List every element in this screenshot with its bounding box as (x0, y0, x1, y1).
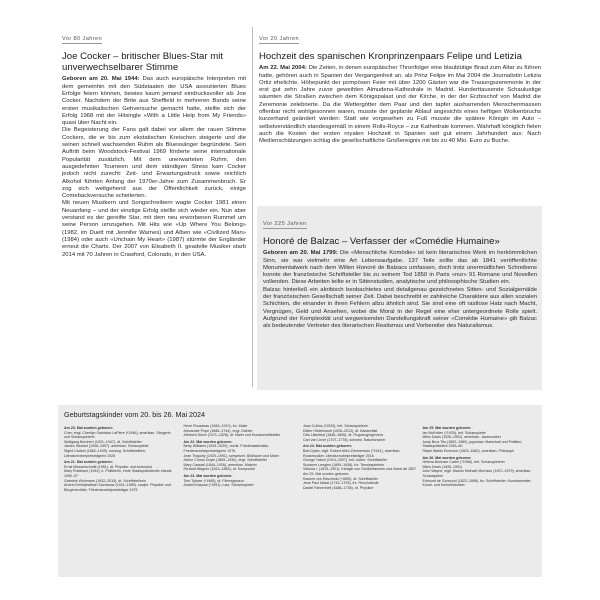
birthday-entry: Carl von Linné (1707–1778), schwed. Naturforscher (303, 437, 386, 442)
birthday-entry: Andrei Dmitrijewitsch Sacharow (1921–1989), sowjet. Physiker und Bürgerrechtler, Friedensnobelpreisträger 1975 (64, 483, 171, 492)
birthday-day-heading: Am 20. Mai wurden geboren: (64, 426, 113, 430)
birthday-entry: Joan Collins (*1933), brit. Schauspielerin (303, 424, 368, 428)
article-title: Joe Cocker – britischer Blues-Star mit unverwechselbarer Stimme (62, 51, 224, 74)
lead-date: Geboren am 20. Mai 1799: (263, 250, 338, 257)
birthdays-title: Geburtstagskinder vom 20. bis 26. Mai 2024 (64, 410, 206, 419)
birthday-entry: Bob Dylan, eigtl. Robert Allen Zimmerman (*1941), amerikan. Rockmusiker, Literaturnobelpreisträger 2016 (303, 448, 401, 458)
lead-date: Am 22. Mai 2004: (259, 65, 307, 72)
birthdays-column (184, 424, 298, 492)
birthday-entry: Mary Robinson (1944), ir. Politikerin, erste Staatspräsidentin Irlands 1990–97 (64, 469, 172, 478)
birthday-entry: Arthur Conan Doyle (1859–1930), engl. Schriftsteller (183, 458, 268, 463)
birthday-day-heading: Am 24. Mai wurden geboren: (303, 444, 352, 449)
birthday-day-heading: Am 26. Mai wurden geboren: (422, 455, 472, 460)
birthday-entry: Richard Wagner (1813–1883), dt. Komponist (183, 467, 255, 472)
birthday-entry: Cher, engl. Cherilyn Sarkisian LaPiere (*1946), amerikan. Sängerin und Schauspielerin (64, 430, 171, 440)
birthday-entry: John Wayne, eigtl. Marion Michael Morrison (1907–1979), amerikan. Schauspieler (422, 469, 532, 478)
birthdays-section (64, 410, 536, 492)
birthday-entry: Wolfgang Borchert (1921–1947), dt. Schriftsteller (64, 439, 142, 444)
paragraph: Die Begeisterung der Fans galt dabei vor allem der rauen Stimme Cockers, die er bis zum ekstatischen Kreischen steigerte und die seinen schnell wachsenden Ruhm als Bluessänger begründete. Sein Auftritt beim Woodstock-Festival 1969 förderte seine internationale Popularität zusätzlich. Mit dem unerwarteten Ruhm, den ausgedehnten Tourneen und dem ständigen Stress kam Cocker jedoch nicht zurecht: Zeit- und Erwartungsdruck sowie reichlich Alkohol führten Anfang der 1970er-Jahre zum Zusammenbruch. Er zog sich weitgehend aus der Öffentlichkeit zurück, einige Comebackversuche scheiterten. (62, 127, 246, 200)
article-kicker: Vor 225 Jahren (263, 221, 307, 227)
article-title: Hochzeit des spanischen Kronprinzenpaars Felipe und Letizia (259, 51, 522, 62)
birthdays-column (64, 424, 178, 492)
birthday-entry: Kasimir von Edschmid (*1890), dt. Schriftsteller (303, 476, 379, 481)
birthday-day-heading: Am 23. Mai wurden geboren: (183, 473, 233, 478)
birthdays-column (423, 424, 537, 492)
birthday-entry: Alexander Pope (1688–1744), engl. Dichter (183, 428, 253, 433)
birthday-entry: George Tabori (1914–2007), brit.-österr. Schriftsteller (303, 458, 388, 463)
birthday-entry: Betty Williams (1943–2020), nordir. Friedensaktivistin, Friedensnobelpreisträgerin 1976 (183, 444, 270, 453)
birthday-entry: Josip Broz Tito (1892–1980), jugoslaw. Marschall und Politiker, Staatspräsident 1953–80 (422, 439, 523, 449)
birthday-day-heading: Am 22. Mai wurden geboren: (183, 439, 233, 444)
birthday-entry: Albrecht Dürer (1471–1528), dt. Maler und Kunstschriftsteller (183, 433, 281, 438)
birthday-entry: Henri Rousseau (1844–1910), frz. Maler (183, 424, 248, 428)
birthdays-column (303, 424, 417, 492)
birthday-entry: Mary Cassatt (1844–1926), amerikan. Malerin (183, 462, 257, 467)
birthday-entry: Suzanne Lenglen (1899–1938), frz. Tennisspielerin (303, 462, 385, 467)
paragraph: Geboren am 20. Mai 1799: Die «Menschliche Komödie» ist kein literarisches Werk im herkömmlichen Sinn, sie war vielmehr eine Art Lebensaufgabe. 137 Teile sollte das ab 1841 veröffentlichte Monumentalwerk nach dem Willen Honoré de Balzacs umfassen, doch trotz unermüdlichen Schreibens konnte der französische Schriftsteller bis zu seinem Tod 1850 in Paris «nur» 91 Romane und Novellen vollenden. Diese Arbeiten teilte er in Sittenstudien, analytische und philosophische Studien ein. (263, 250, 538, 286)
birthday-entry: Ernst Messerschmitt (1951), dt. Physiker und Astronaut (64, 464, 152, 469)
birthday-entry: Am 25. Mai wurden geboren: (303, 471, 350, 476)
article-balzac (263, 212, 537, 330)
birthday-entry: Anatoli Karpow (*1951), russ. Schachspieler (183, 483, 254, 488)
birthday-entry: Viktoria I. (1819–1901), Königin von Großbritannien und Irland ab 1837 (303, 467, 417, 472)
birthday-entry: Ian McKellen (*1939), brit. Schauspieler (422, 430, 486, 435)
paragraph: Am 22. Mai 2004: Die Zeiten, in denen europäischer Thronfolger eine blaublütige Braut zum Altar zu führen hatte, gehören auch in Spanien der Vergangenheit an, als Prinz Felipe im Mai 2004 die Journalistin Letizia Ortiz ehelichte. Höhepunkt der pompösen Feier mit über 1200 Gästen war die Trauungszeremonie in der erst gut zehn Jahre zuvor geweihten Almudena-Kathedrale in Madrid. Hunderttausende Schaulustige säumten die Straßen zwischen dem Königspalast und der Kirche, in der der Erzbischof von Madrid die Zeremonie zelebrierte. Da die Wettergötter dem Paar und den tapfer ausharrenden Menschenmassen offenbar nicht wohlgesonnen waren, musste der geplante Ablauf angesichts eines heftigen Wolkenbruchs kurzerhand geändert werden: Statt wie vorgesehen zu Fuß musste die spätere Königin im Auto – selbstverständlich standesgemäß in einem Rolls-Royce – zur Kathedrale kommen. Wahrhaft königlich fielen auch die Kosten der ersten royalen Hochzeit in Spanien seit gut einem Jahrhundert aus: Nach Medienschätzungen schlug die gesellschaftliche Großereignis mit bis zu 40 Mio. Euro zu Buche. (259, 65, 542, 145)
birthday-entry: Didier Hildebrandt (1926–2013), dt. Kabarettist (303, 428, 378, 433)
birthday-entry: Helena Bonham Carter (*1966), brit. Schauspielerin (422, 460, 505, 465)
article-joe-cocker (62, 27, 246, 259)
birthday-entry: Otto Lilienthal (1848–1896), dt. Flugzeugingenieur (303, 433, 383, 438)
birthday-day-heading: Am 21. Mai wurden geboren: (64, 460, 113, 465)
article-kicker: Vor 80 Jahren (62, 36, 103, 42)
birthday-day-heading: Am 25. Mai wurden geboren: (422, 426, 472, 430)
birthday-entry: Jean Paul Marat (1743–1793), frz. Revolutionär (303, 481, 379, 486)
birthday-entry: James Stewart (1908–1997), amerikan. Schauspieler (64, 444, 149, 449)
birthday-entry: Sigrid Undset (1882–1949), norweg. Schriftstellerin, Literaturnobelpreisträgerin 1928 (64, 448, 147, 458)
article-royal-wedding (259, 27, 541, 145)
lead-date: Geboren am 20. Mai 1944: (62, 76, 140, 83)
birthday-entry: Miles Davis (1926–1991) (422, 464, 463, 469)
paragraph: Balzac hinterließ ein akribisch beobachtetes und detailgenau gezeichnetes Sitten- und Sozialgemälde der französischen Gesellschaft seiner Zeit. Dabei beschreibt er zahlreiche Charaktere aus allen sozialen Schichten, die einander in ihren Fehlern allzu ähnlich sind. Sie sind eine oft rastlose Hatz nach Macht, Vergnügen, Geld und Ansehen, wobei die Moral in der Regel eine eher untergeordnete Rolle spielt. Aufgrund der Komplexität und wegweisenden Darstellungskraft seiner «Comédie Humaine» gilt Balzac als bedeutender Vertreter des literarischen Realismus und Vorbereiter des Naturalismus. (263, 286, 537, 330)
article-kicker: Vor 20 Jahren (259, 36, 300, 42)
paragraph: Geboren am 20. Mai 1944: Das auch europäische Interpreten mit dem gemeinhin mit den Südstaaten der USA assoziierten Blues Erfolge feiern können, bewies kaum jemand eindrucksvoller als Joe Cocker. Nachdem der Brite aus Sheffield in mehreren Bands seine ersten musikalischen Gehversuche gemacht hatte, stellte sich der Erfolg 1968 mit der Hitsingle «With a Little Help from My Friends» quasi über Nacht ein. (62, 76, 247, 127)
birthday-entry: Ralph Waldo Emerson (1803–1882), amerikan. Philosoph (422, 448, 515, 453)
article-body (263, 250, 537, 330)
article-title: Honoré de Balzac – Verfasser der «Comédie Humaine» (263, 236, 500, 247)
article-body (62, 76, 246, 258)
birthday-entry: Gabriele Wohmann (1932–2015), dt. Schriftstellerin (64, 478, 146, 483)
article-body (259, 65, 541, 145)
column-divider (252, 27, 253, 387)
birthday-entry: Edmond de Goncourt (1822–1896), frz. Schriftsteller, Kunstsammler, Kunst- und Kulturhistoriker (422, 478, 532, 488)
birthday-entry: Daniel Fahrenheit (1686–1736), dt. Physiker (303, 485, 374, 490)
paragraph: Mit neuen Musikern und Songschreibern wagte Cocker 1981 einen Neuanfang – und der einstige Erfolg stellte sich wieder ein. Nun aber verstand es der gereifte Star, mit dem neu erworbenen Rummel um seine Person umzugehen. Mit Hits wie «Up Where You Belong» (1982, im Duett mit Jennifer Warnes) und Alben wie «Civilized Man» (1984) oder auch «Unchain My Heart» (1987) stürmte der Engländer erneut die Charts. Der 2007 von Elisabeth II. geadelte Musiker starb 2014 mit 70 Jahren in Crawford, Colorado, in den USA. (62, 200, 246, 258)
birthday-entry: Tom Tykwer (*1965), dt. Filmregisseur (183, 478, 244, 483)
birthday-entry: Miles Davis (1926–1991), amerikan. Jazzmusiker (422, 435, 501, 440)
birthday-entry: Jean Tinguely (1925–1991), schweizer. Bildhauer und Maler (183, 453, 279, 458)
birthdays-columns (64, 424, 536, 492)
